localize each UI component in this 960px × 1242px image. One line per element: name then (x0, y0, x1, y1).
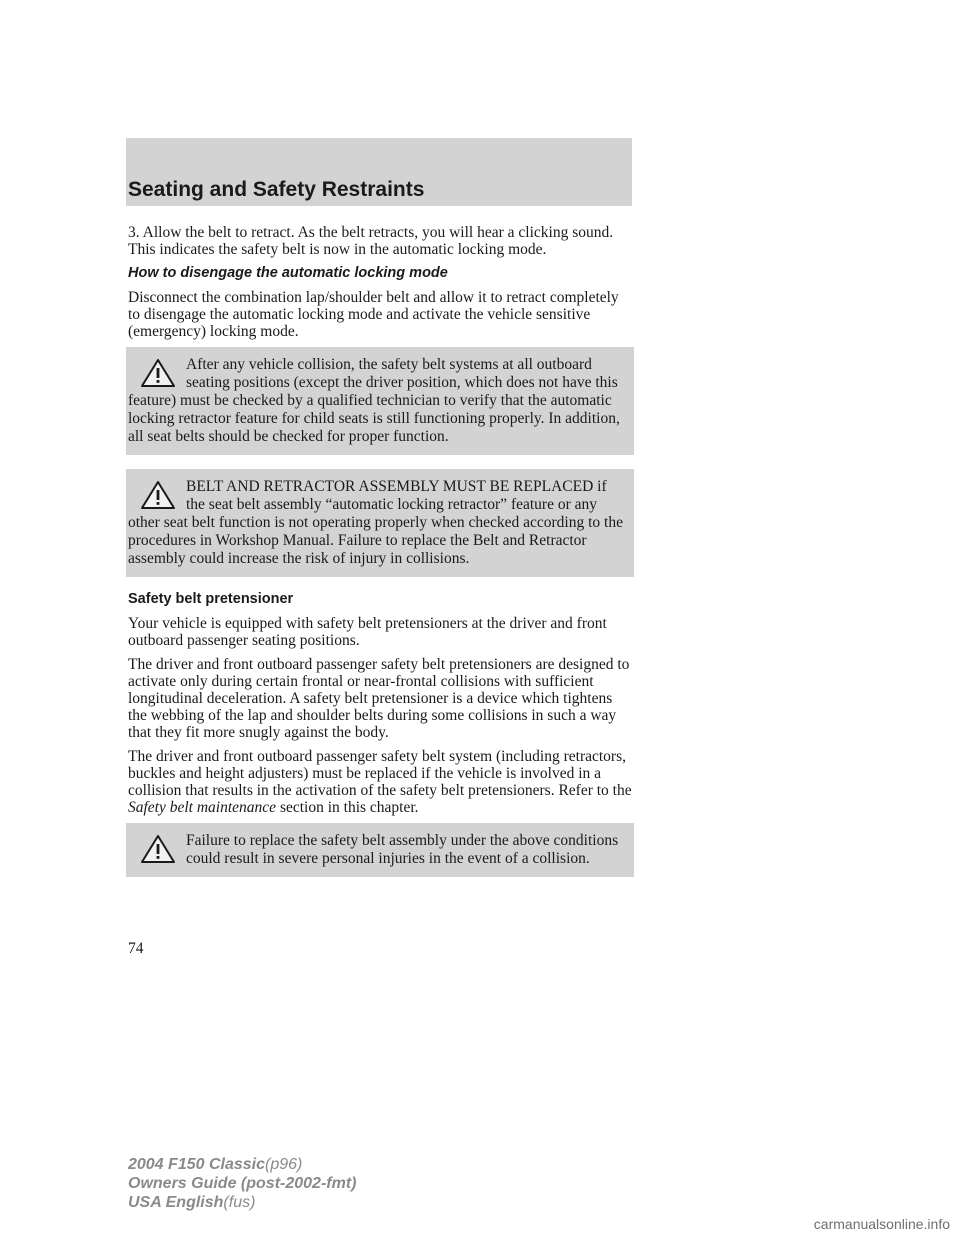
warning-box-collision-check (126, 347, 634, 455)
warning-triangle-icon (140, 480, 176, 510)
footer-language-code: (fus) (223, 1194, 256, 1211)
pretensioner-paragraph-1: Your vehicle is equipped with safety belt pretensioners at the driver and front outboard passenger seating positions. (128, 615, 607, 649)
warning-triangle-icon (140, 358, 176, 388)
footer-language: USA English (128, 1194, 224, 1211)
safety-belt-maintenance-reference: Safety belt maintenance (128, 799, 277, 816)
footer-model: 2004 F150 Classic (128, 1156, 265, 1173)
warning-box-failure-to-replace (126, 823, 634, 877)
disengage-paragraph: Disconnect the combination lap/shoulder belt and allow it to retract completely to disengage the automatic locking mode and activate the vehicle sensitive (emergency) locking mode. (128, 289, 619, 340)
footer-line-model (128, 1155, 356, 1174)
warning-triangle-icon (140, 834, 176, 864)
pretensioner-text-after: section in this chapter. (276, 799, 419, 816)
warning-text: BELT AND RETRACTOR ASSEMBLY MUST BE REPLACED if the seat belt assembly “automatic locking retractor” feature or any other seat belt function is not operating properly when checked according to the procedures in Workshop Manual. Failure to replace the Belt and Retractor assembly could increase the risk of injury in collisions. (128, 478, 623, 567)
pretensioner-paragraph-2: The driver and front outboard passenger safety belt pretensioners are designed to activate only during certain frontal or near-frontal collisions with sufficient longitudinal deceleration. A safety belt pretensioner is a device which tightens the webbing of the lap and shoulder belts during some collisions in such a way that they fit more snugly against the body. (128, 656, 630, 741)
disengage-heading: How to disengage the automatic locking mode (128, 265, 448, 281)
pretensioner-heading: Safety belt pretensioner (128, 591, 294, 607)
pretensioner-text-before: The driver and front outboard passenger safety belt system (including retractors, buckles and height adjusters) must be replaced if the vehicle is involved in a collision that results in the activation of the safety belt pretensioners. Refer to the (128, 748, 632, 799)
warning-text: After any vehicle collision, the safety belt systems at all outboard seating positions (except the driver position, which does not have this feature) must be checked by a qualified technician to verify that the automatic locking retractor feature for child seats is still functioning properly. In addition, all seat belts should be checked for proper function. (128, 356, 620, 445)
step-3-paragraph: 3. Allow the belt to retract. As the belt retracts, you will hear a clicking sound. This indicates the safety belt is now in the automatic locking mode. (128, 224, 614, 258)
watermark: carmanualsonline.info (813, 1216, 950, 1232)
page-title: Seating and Safety Restraints (128, 178, 425, 201)
footer-line-language (128, 1193, 356, 1212)
pretensioner-paragraph-3 (128, 748, 632, 816)
footer-guide: Owners Guide (post-2002-fmt) (128, 1175, 357, 1192)
page-content (128, 224, 632, 891)
warning-box-replace-assembly (126, 469, 634, 577)
footer-line-guide (128, 1174, 356, 1193)
footer-model-code: (p96) (265, 1156, 303, 1173)
page-number: 74 (128, 940, 144, 957)
document-footer (128, 1155, 356, 1212)
warning-text: Failure to replace the safety belt assembly under the above conditions could result in severe personal injuries in the event of a collision. (186, 832, 619, 867)
